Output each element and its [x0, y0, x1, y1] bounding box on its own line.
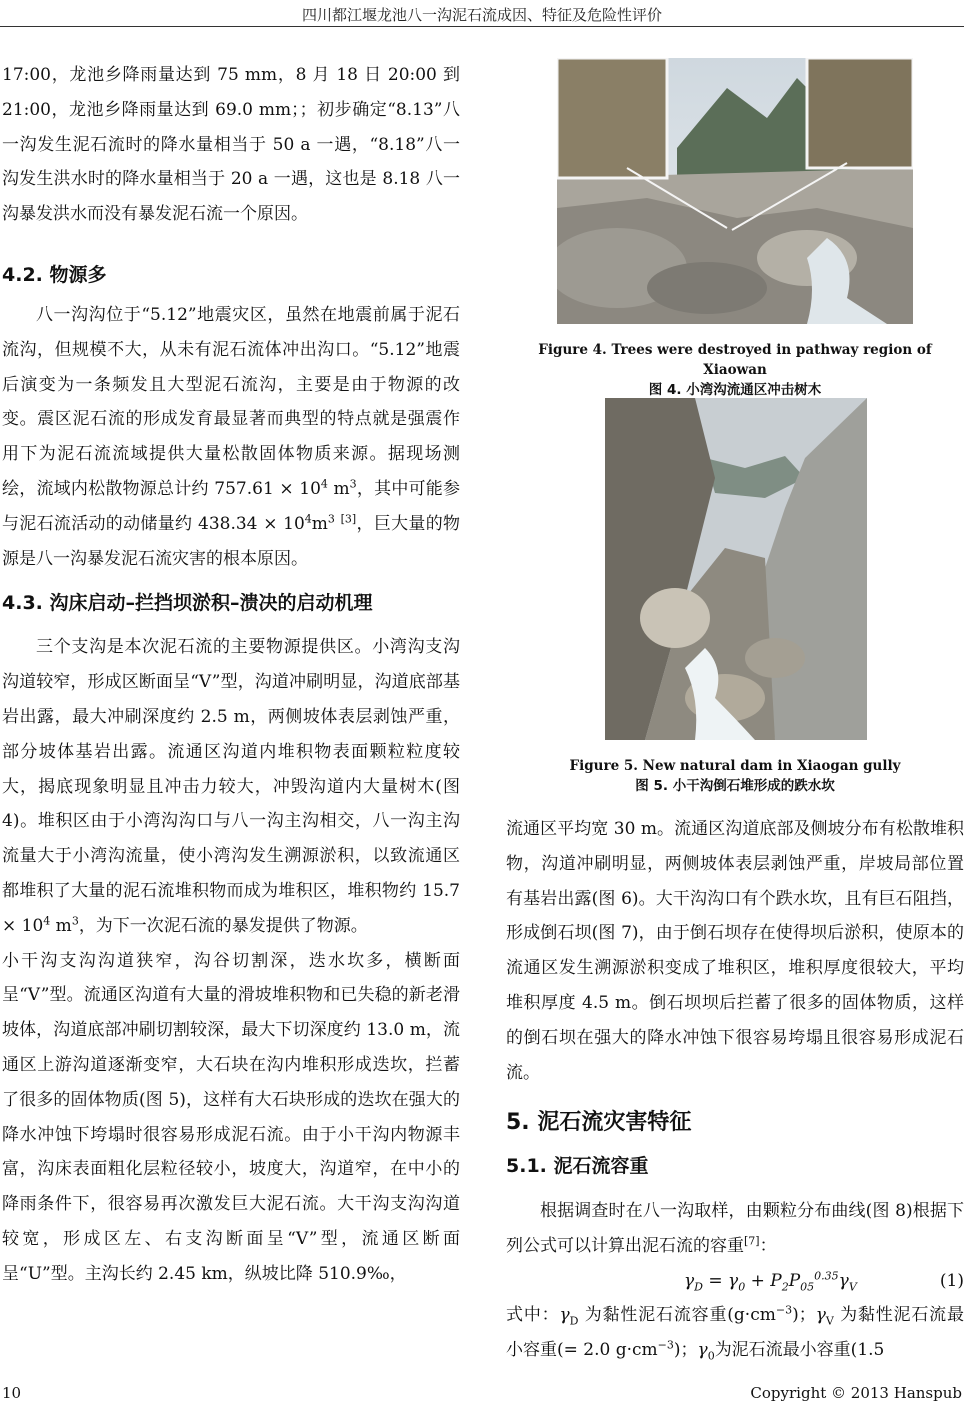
citation-3: [3]	[340, 512, 357, 526]
running-head: 四川都江堰龙池八一沟泥石流成因、特征及危险性评价	[301, 6, 662, 24]
figure-4-caption	[506, 340, 964, 400]
equation-1-number: (1)	[939, 1270, 964, 1291]
section-heading-4-2: 4.2. 物源多	[2, 263, 107, 286]
page-number: 10	[2, 1384, 22, 1402]
figure-5-image	[605, 398, 867, 740]
equation-1	[506, 1264, 964, 1298]
paragraph-rainfall: 17:00，龙池乡降雨量达到 75 mm，8 月 18 日 20:00 到 21:00，龙池乡降雨量达到 69.0 mm；；初步确定“8.13”八一沟发生泥石流时的降水量相当于 50 a 一遇，“8.18”八一沟发生洪水时的降水量相当于 20 a 一遇，这也是 8.18 八一沟暴发洪水而没有暴发泥石流一个原因。	[2, 65, 460, 225]
equation-1-expression: $\gamma_D = \gamma_0 + P_2P_{05}^{0.35}\gamma_V$	[684, 1269, 857, 1294]
paragraph-sources: 八一沟沟位于“5.12”地震灾区，虽然在地震前属于泥石流沟，但规模不大，从未有泥石流体冲出沟口。“5.12”地震后演变为一条频发且大型泥石流沟，主要是由于物源的改变。震区泥石流的形成发育最显著而典型的特点就是强震作用下为泥石流流域提供大量松散固体物质来源。据现场测绘，流域内松散物源总计约 $757.61 \times 10^4$ $m^3$，其中可能参与泥石流活动的动储量约 $438.34 \times 10^4m^3$ [3]，巨大量的物源是八一沟暴发泥石流灾害的根本原因。	[2, 304, 461, 569]
figure-5-caption-en: Figure 5. New natural dam in Xiaogan gully	[569, 758, 901, 774]
paragraph-symbols: 式中：$\gamma_D$ 为黏性泥石流容重$(g\cdot cm^{-3})$；$\gamma_V$ 为黏性泥石流最小容重(= 2.0 $g\cdot cm^{-3}$)；$\gamma_0$为泥石流最小容重(1.5	[506, 1303, 964, 1363]
figure-4-image	[557, 58, 913, 324]
right-column	[506, 812, 964, 1368]
figure-4-photo	[557, 58, 913, 324]
section-heading-5: 5. 泥石流灾害特征	[506, 1110, 692, 1136]
header-rule	[0, 26, 964, 27]
section-heading-4-3: 4.3. 沟床启动–拦挡坝淤积–溃决的启动机理	[2, 592, 373, 615]
copyright-notice: Copyright © 2013 Hanspub	[750, 1384, 962, 1402]
figure-5-caption-zh: 图 5. 小干沟倒石堆形成的跌水坎	[635, 778, 835, 794]
paragraph-mechanism: 三个支沟是本次泥石流的主要物源提供区。小湾沟支沟沟道较窄，形成区断面呈“V”型，沟道冲刷明显，沟道底部基岩出露，最大冲刷深度约 2.5 m，两侧坡体表层剥蚀严重，部分坡体基岩出露。流通区沟道内堆积物表面颗粒粒度较大，揭底现象明显且冲击力较大，冲毁沟道内大量树木(图 4)。堆积区由于小湾沟沟口与八一沟主沟相交，八一沟主沟流量大于小湾沟流量，使小湾沟发生溯源淤积，以致流通区都堆积了大量的泥石流堆积物而成为堆积区，堆积物约 $15.7 \times 10^4$ $m^3$，为下一次泥石流的暴发提供了物源。	[2, 637, 460, 936]
section-heading-5-1: 5.1. 泥石流容重	[506, 1155, 649, 1178]
citation-7: [7]	[744, 1234, 760, 1248]
figure-4-caption-zh: 图 4. 小湾沟流通区冲击树木	[648, 382, 822, 398]
paragraph-density: 根据调查时在八一沟取样，由颗粒分布曲线(图 8)根据下列公式可以计算出泥石流的容重[7]：	[506, 1201, 964, 1257]
figure-5-caption	[506, 756, 964, 796]
paragraph-xiaogan: 小干沟支沟沟道狭窄，沟谷切割深，迭水坎多，横断面呈“V”型。流通区沟道有大量的滑坡堆积物和已失稳的新老滑坡体，沟道底部冲刷切割较深，最大下切深度约 13.0 m，流通区上游沟道逐渐变窄，大石块在沟内堆积形成迭坎，拦蓄了很多的固体物质(图 5)，这样有大石块形成的迭坎在强大的降水冲蚀下垮塌时很容易形成泥石流。由于小干沟内物源丰富，沟床表面粗化层粒径较小，坡度大，沟道窄，在中小的降雨条件下，很容易再次激发巨大泥石流。大干沟支沟沟道较宽，形成区左、右支沟断面呈“V”型，流通区断面呈“U”型。主沟长约 2.45 km，纵坡比降 510.9‰，	[2, 950, 460, 1284]
left-column	[2, 58, 460, 1292]
paragraph-dagan: 流通区平均宽 30 m。流通区沟道底部及侧坡分布有松散堆积物，沟道冲刷明显，两侧坡体表层剥蚀严重，岸坡局部位置有基岩出露(图 6)。大干沟沟口有个跌水坎，且有巨石阻挡，形成倒石坝(图 7)，由于倒石坝存在使得坝后淤积，使原本的流通区发生溯源淤积变成了堆积区，堆积厚度很较大，平均堆积厚度 4.5 m。倒石坝坝后拦蓄了很多的固体物质，这样的倒石坝在强大的降水冲蚀下很容易垮塌且很容易形成泥石流。	[506, 819, 964, 1083]
figure-5-photo	[605, 398, 867, 740]
figure-4-caption-en: Figure 4. Trees were destroyed in pathway region of Xiaowan	[538, 342, 932, 378]
